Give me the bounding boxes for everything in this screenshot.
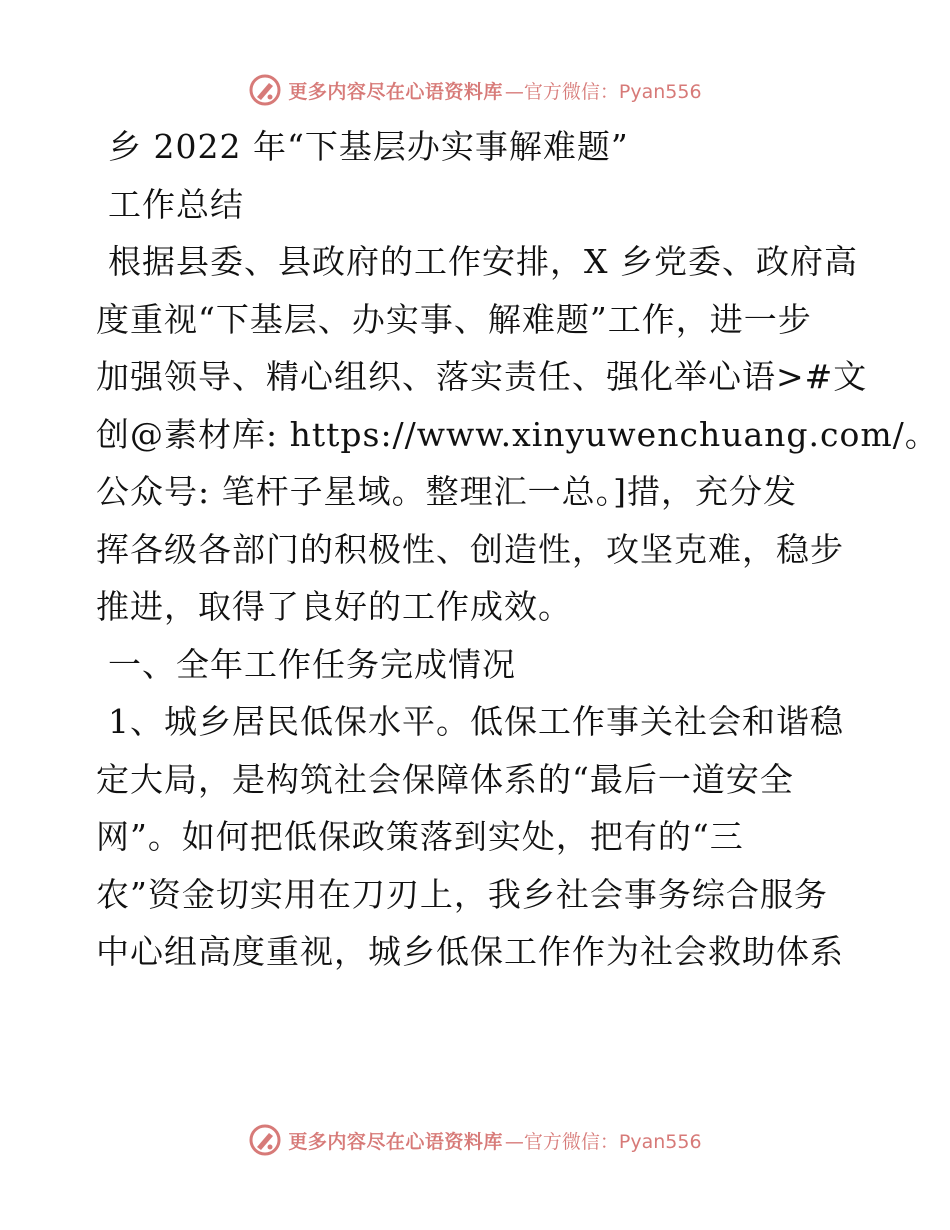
paragraph-1-line: 挥各级各部门的积极性、创造性，攻坚克难，稳步 xyxy=(96,529,844,569)
paragraph-2-line: 农”资金切实用在刀刃上，我乡社会事务综合服务 xyxy=(96,874,828,914)
section-1-heading: 一、全年工作任务完成情况 xyxy=(108,644,516,684)
paragraph-2-line: 定大局，是构筑社会保障体系的“最后一道安全 xyxy=(96,759,794,799)
paragraph-2-line: 中心组高度重视，城乡低保工作作为社会救助体系 xyxy=(96,932,844,971)
footer-watermark-banner xyxy=(0,1120,950,1160)
header-watermark-banner xyxy=(0,70,950,110)
paragraph-1-line: 推进，取得了良好的工作成效。 xyxy=(96,587,572,626)
banner-main-text: 更多内容尽在心语资料库 xyxy=(288,80,503,103)
banner-main-text: 更多内容尽在心语资料库 xyxy=(288,1130,503,1153)
paragraph-1-line: 度重视“下基层、办实事、解难题”工作，进一步 xyxy=(96,299,812,339)
banner-sub-text: —官方微信：Pyan556 xyxy=(504,1130,702,1153)
paragraph-1-line: 创@素材库: https://www.xinyuwenchuang.com/。 xyxy=(96,414,939,454)
banner-sub-text: —官方微信：Pyan556 xyxy=(504,80,702,103)
document-title-line-1: 乡 2022 年“下基层办实事解难题” xyxy=(108,127,629,166)
paragraph-1-line: 加强领导、精心组织、落实责任、强化举心语>#文 xyxy=(96,357,868,396)
paragraph-1-line: 根据县委、县政府的工作安排，X 乡党委、政府高 xyxy=(108,242,858,281)
pen-logo-icon xyxy=(248,73,282,107)
paragraph-2-line: 1、城乡居民低保水平。低保工作事关社会和谐稳 xyxy=(108,702,844,741)
paragraph-2-line: 网”。如何把低保政策落到实处，把有的“三 xyxy=(96,817,744,856)
document-body xyxy=(96,118,939,981)
paragraph-1-line: 公众号: 笔杆子星域。整理汇一总。]措，充分发 xyxy=(96,472,797,511)
pen-logo-icon xyxy=(248,1123,282,1157)
document-title-line-2: 工作总结 xyxy=(108,184,244,224)
